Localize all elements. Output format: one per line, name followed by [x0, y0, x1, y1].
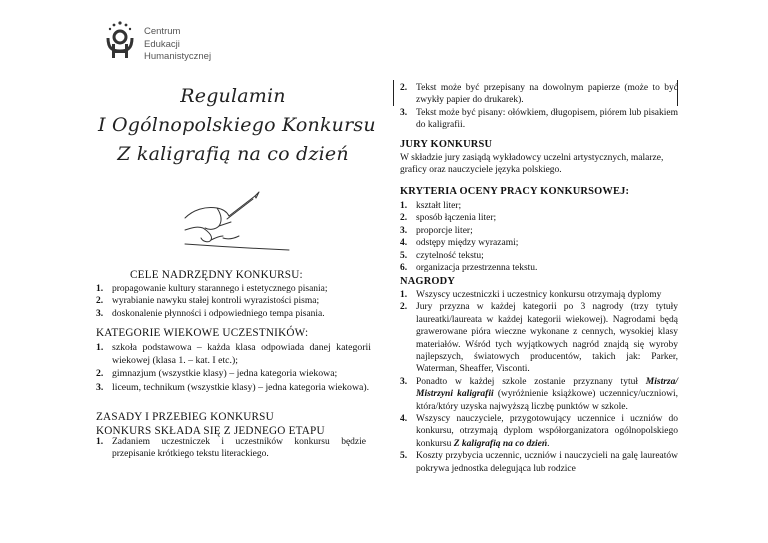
list-number: 1.	[96, 342, 104, 353]
zasady-heading-line-1: ZASADY I PRZEBIEG KONKURSU	[96, 411, 274, 423]
hand-writing-sketch-icon	[183, 188, 293, 258]
list-item	[96, 436, 366, 461]
list-item	[400, 107, 678, 132]
list-text	[416, 414, 678, 449]
cele-heading: CELE NADRZĘDNY KONKURSU:	[130, 269, 303, 281]
logo-wordmark	[144, 26, 211, 64]
list-number: 2.	[400, 302, 408, 313]
list-number: 1.	[400, 290, 408, 300]
list-number: 2.	[400, 213, 408, 224]
list-text: Zadaniem uczestniczek i uczestników konkursu będzie przepisanie krótkiego tekstu literackiego.	[112, 437, 366, 460]
jury-heading: JURY KONKURSU	[400, 139, 493, 150]
list-item	[96, 308, 386, 320]
list-text-pre: Wszyscy nauczyciele, przygotowujący uczennice i uczniów do konkursu, otrzymają dyplom współorganizatora ogólnopolskiego konkursu	[416, 414, 678, 449]
list-number: 1.	[400, 201, 408, 211]
list-text: odstępy między wyrazami;	[416, 238, 519, 249]
list-item	[400, 237, 678, 249]
zasady-heading-line-2: KONKURS SKŁADA SIĘ Z JEDNEGO ETAPU	[96, 425, 325, 437]
list-number: 2.	[96, 368, 104, 380]
list-text	[416, 377, 678, 412]
list-number: 5.	[400, 451, 408, 462]
list-text: gimnazjum (wszystkie klasy) – jedna kategoria wiekowa;	[112, 368, 338, 380]
contest-name-emphasis: Z kaligrafią na co dzień	[453, 438, 548, 449]
list-item	[400, 225, 678, 237]
list-item	[400, 413, 678, 450]
nagrody-list	[400, 289, 678, 475]
list-number: 3.	[400, 376, 408, 387]
zasady-continued-list	[400, 82, 678, 132]
list-text: Tekst może być przepisany na dowolnym papierze (może to być zwykły papier do drukarek).	[416, 83, 678, 106]
zasady-list	[96, 436, 366, 461]
kryteria-list	[400, 200, 678, 274]
logo-line-3: Humanistycznej	[144, 51, 212, 62]
list-item	[96, 283, 386, 295]
logo-line-2: Edukacji	[144, 38, 180, 50]
kategorie-heading: KATEGORIE WIEKOWE UCZESTNIKÓW:	[96, 327, 309, 339]
list-text: liceum, technikum (wszystkie klasy) – jedna kategoria wiekowa).	[112, 381, 370, 393]
list-text: Koszty przybycia uczennic, uczniów i nauczycieli na galę laureatów pokrywa jednostka delegująca lub rodzice	[416, 451, 678, 474]
list-text-pre: Ponadto w każdej szkole zostanie przyznany tytuł	[416, 376, 646, 387]
list-number: 6.	[400, 263, 408, 274]
list-item	[400, 376, 678, 413]
organizer-logo	[100, 18, 240, 74]
list-text: Wszyscy uczestniczki i uczestnicy konkursu otrzymają dyplomy	[416, 290, 662, 300]
jury-text: W składzie jury zasiądą wykładowcy uczelni artystycznych, malarze, graficy oraz nauczyciele języka polskiego.	[400, 153, 664, 176]
list-number: 3.	[96, 308, 104, 319]
list-number: 4.	[400, 414, 408, 425]
list-text: sposób łączenia liter;	[416, 213, 497, 224]
list-text: szkoła podstawowa – każda klasa odpowiada danej kategorii wiekowej (klasa 1. – kat. I etc.);	[112, 342, 371, 367]
list-text: czytelność tekstu;	[416, 250, 484, 261]
list-number: 2.	[96, 296, 104, 307]
list-item	[96, 295, 386, 307]
list-item	[400, 250, 678, 262]
cele-list	[96, 283, 386, 320]
list-number: 3.	[400, 107, 408, 118]
list-number: 2.	[400, 83, 408, 93]
list-item	[400, 262, 678, 274]
list-text-post: .	[547, 438, 550, 449]
kryteria-heading: KRYTERIA OCENY PRACY KONKURSOWEJ:	[400, 186, 630, 197]
list-text: wyrabianie nawyku stałej kontroli wyrazistości pisma;	[112, 296, 320, 307]
list-text: doskonalenie płynności i odpowiedniego tempa pisania.	[112, 308, 325, 319]
list-item	[400, 450, 678, 475]
list-item	[400, 200, 678, 212]
title-line-3: Z kaligrafią na co dzień	[117, 143, 349, 165]
kategorie-list	[96, 341, 371, 394]
list-item	[400, 289, 678, 301]
list-number: 3.	[400, 225, 408, 236]
list-text: kształt liter;	[416, 201, 462, 211]
list-text: Tekst może być pisany: ołówkiem, długopisem, piórem lub pisakiem do kaligrafii.	[416, 107, 678, 131]
centrum-logo-icon	[100, 18, 140, 62]
list-number: 3.	[96, 381, 104, 393]
list-text: organizacja przestrzenna tekstu.	[416, 263, 538, 274]
list-text: propagowanie kultury starannego i estetycznego pisania;	[112, 284, 328, 294]
title-line-2: I Ogólnopolskiego Konkursu	[98, 114, 376, 136]
master-title-emphasis: Mistrza/ Mistrzyni kaligrafii	[416, 376, 678, 400]
list-item	[400, 301, 678, 375]
logo-line-1: Centrum	[144, 26, 181, 37]
list-item	[400, 212, 678, 224]
document-title	[98, 82, 376, 169]
list-item	[96, 367, 371, 380]
column-divider-left	[393, 80, 394, 106]
title-line-1: Regulamin	[180, 85, 286, 107]
zasady-heading	[96, 410, 325, 438]
nagrody-heading: NAGRODY	[400, 276, 456, 287]
list-item	[400, 82, 678, 107]
list-item	[96, 341, 371, 367]
list-number: 1.	[96, 284, 104, 294]
list-text: proporcje liter;	[416, 225, 473, 236]
list-number: 5.	[400, 250, 408, 261]
list-number: 1.	[96, 437, 104, 447]
list-item	[96, 381, 371, 394]
list-number: 4.	[400, 238, 408, 249]
list-text: Jury przyzna w każdej kategorii po 3 nagrody (trzy tytuły laureatki/laureata w każdej kategorii wiekowej). Nagrodami będą grawerowane pióra wieczne wykonane z cennych, wysokiej klasy materiałów. Wśród tych wyjątkowych nagród znajdą się wyroby najlepszych, światowych producentów, takich jak: Parker, Waterman, Sheaffer, Visconti.	[416, 302, 678, 375]
list-text-post: (wyróżnienie książkowe) uczennicy/uczniowi, która/który uzyska najwyższą liczbę punktów w szkole.	[416, 389, 678, 412]
